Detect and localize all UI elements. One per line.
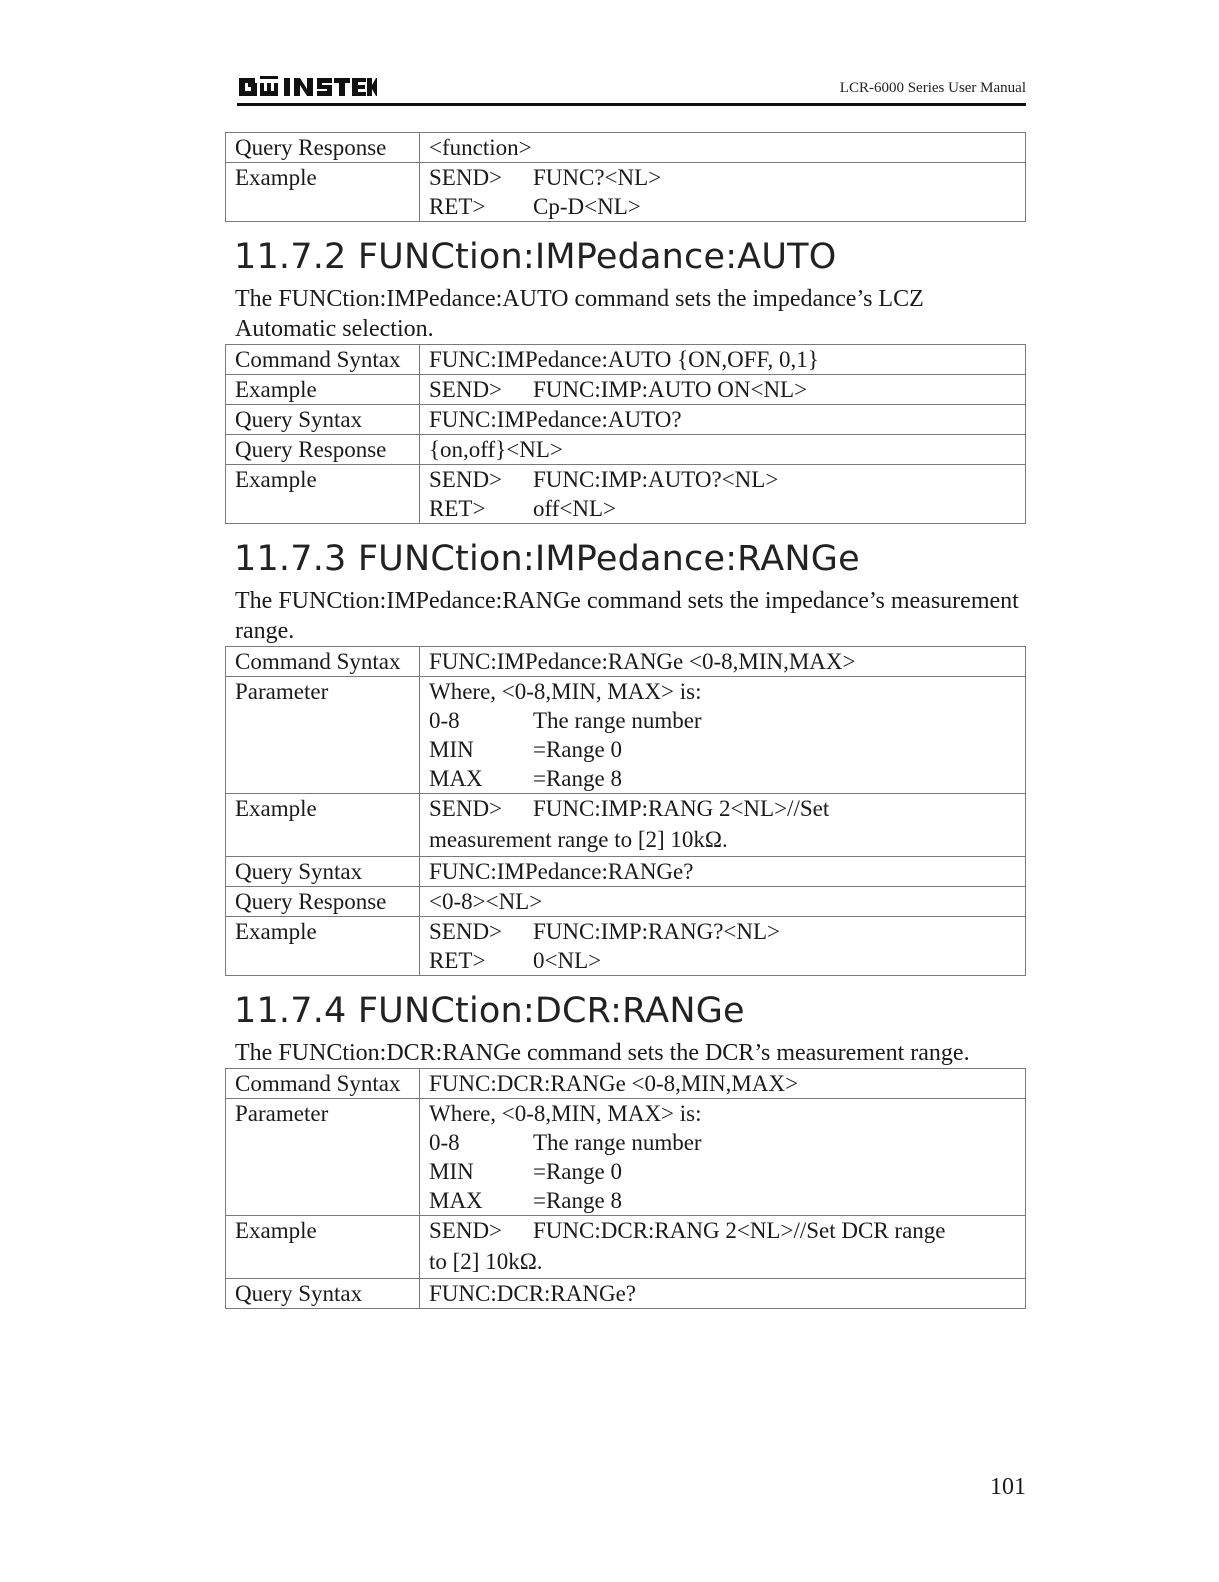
param-line: [429, 1157, 1025, 1186]
row-label: Query Syntax: [226, 1279, 420, 1309]
table-row: [226, 1216, 1026, 1279]
row-value: [420, 163, 1026, 222]
row-value: [420, 677, 1026, 794]
param-key: MIN: [429, 1159, 474, 1184]
value-line: [429, 465, 1025, 494]
row-label: Command Syntax: [226, 345, 420, 375]
value-line: [429, 494, 1025, 523]
row-label: Parameter: [226, 677, 420, 794]
param-intro: Where, <0-8,MIN, MAX> is:: [429, 679, 702, 704]
table-row: [226, 405, 1026, 435]
table-row: [226, 917, 1026, 976]
param-line: [429, 706, 1025, 735]
param-line: [429, 1186, 1025, 1215]
value-line: [429, 163, 1025, 192]
send-keyword: SEND>: [429, 1218, 503, 1243]
page-header: [237, 74, 1026, 102]
table-row: [226, 1069, 1026, 1099]
param-key: 0-8: [429, 708, 460, 733]
value-line: [429, 794, 1025, 823]
section-title-impedance-range: 11.7.3 FUNCtion:IMPedance:RANGe: [234, 539, 860, 579]
command-table-function-query: [225, 132, 1026, 222]
section-description: The FUNCtion:DCR:RANGe command sets the DCR’s measurement range.: [235, 1040, 970, 1066]
row-label: Example: [226, 794, 420, 857]
ret-value: off<NL>: [533, 496, 617, 521]
manual-title: LCR-6000 Series User Manual: [839, 80, 1026, 96]
row-value: FUNC:IMPedance:RANGe <0-8,MIN,MAX>: [420, 647, 1026, 677]
command-table-impedance-auto: [225, 344, 1026, 524]
send-value: FUNC:IMP:AUTO?<NL>: [533, 467, 779, 492]
value-line: <function>: [429, 135, 532, 160]
section-description: The FUNCtion:IMPedance:AUTO command sets the impedance’s LCZ Automatic selection.: [235, 286, 924, 342]
ret-value: 0<NL>: [533, 948, 602, 973]
value-line: [429, 192, 1025, 221]
row-value: [420, 465, 1026, 524]
param-key: MIN: [429, 737, 474, 762]
row-label: Example: [226, 1216, 420, 1279]
row-value: FUNC:IMPedance:RANGe?: [420, 857, 1026, 887]
table-row: [226, 435, 1026, 465]
section-title-impedance-auto: 11.7.2 FUNCtion:IMPedance:AUTO: [234, 237, 837, 277]
table-row: [226, 465, 1026, 524]
row-label: Example: [226, 163, 420, 222]
page-content: [225, 132, 1026, 1309]
row-label: Command Syntax: [226, 647, 420, 677]
row-label: Example: [226, 375, 420, 405]
ret-keyword: RET>: [429, 194, 486, 219]
table-row: [226, 887, 1026, 917]
row-value: [420, 1216, 1026, 1279]
row-label: Query Syntax: [226, 405, 420, 435]
row-value: [420, 375, 1026, 405]
table-row: [226, 163, 1026, 222]
row-label: Query Response: [226, 435, 420, 465]
send-keyword: SEND>: [429, 165, 503, 190]
row-value: FUNC:IMPedance:AUTO {ON,OFF, 0,1}: [420, 345, 1026, 375]
header-rule: [237, 103, 1026, 106]
param-line: [429, 1128, 1025, 1157]
row-value: [420, 794, 1026, 857]
value-line: [429, 946, 1025, 975]
param-desc: =Range 0: [533, 737, 622, 762]
param-intro: Where, <0-8,MIN, MAX> is:: [429, 1101, 702, 1126]
table-row: [226, 1099, 1026, 1216]
row-label: Query Response: [226, 133, 420, 163]
param-line: [429, 764, 1025, 793]
send-value: FUNC:IMP:RANG 2<NL>//Set: [533, 796, 830, 821]
send-keyword: SEND>: [429, 377, 503, 402]
send-keyword: SEND>: [429, 796, 503, 821]
value-line: [429, 375, 1025, 404]
table-row: [226, 857, 1026, 887]
param-key: 0-8: [429, 1130, 460, 1155]
send-value: FUNC:DCR:RANG 2<NL>//Set DCR range: [533, 1218, 946, 1243]
table-row: [226, 1279, 1026, 1309]
param-desc: =Range 8: [533, 1188, 622, 1213]
row-label: Command Syntax: [226, 1069, 420, 1099]
ret-keyword: RET>: [429, 496, 486, 521]
row-value: <0-8><NL>: [420, 887, 1026, 917]
param-desc: The range number: [533, 1130, 702, 1155]
page-number: 101: [990, 1474, 1026, 1500]
table-row: [226, 133, 1026, 163]
section-description: The FUNCtion:IMPedance:RANGe command sets the impedance’s measurement range.: [235, 588, 1019, 644]
send-value: FUNC:IMP:AUTO ON<NL>: [533, 377, 808, 402]
param-key: MAX: [429, 1188, 483, 1213]
send-value: FUNC?<NL>: [533, 165, 662, 190]
value-line: [429, 917, 1025, 946]
param-desc: The range number: [533, 708, 702, 733]
param-desc: =Range 0: [533, 1159, 622, 1184]
send-keyword: SEND>: [429, 919, 503, 944]
command-table-impedance-range: [225, 646, 1026, 976]
row-label: Parameter: [226, 1099, 420, 1216]
table-row: [226, 647, 1026, 677]
row-label: Query Response: [226, 887, 420, 917]
section-title-dcr-range: 11.7.4 FUNCtion:DCR:RANGe: [234, 991, 745, 1031]
param-desc: =Range 8: [533, 766, 622, 791]
value-continuation: to [2] 10kΩ.: [429, 1249, 543, 1274]
row-value: {on,off}<NL>: [420, 435, 1026, 465]
row-label: Example: [226, 917, 420, 976]
row-value: [420, 1099, 1026, 1216]
row-value: FUNC:DCR:RANGe?: [420, 1279, 1026, 1309]
row-value: FUNC:DCR:RANGe <0-8,MIN,MAX>: [420, 1069, 1026, 1099]
table-row: [226, 677, 1026, 794]
send-keyword: SEND>: [429, 467, 503, 492]
ret-keyword: RET>: [429, 948, 486, 973]
param-line: [429, 735, 1025, 764]
table-row: [226, 345, 1026, 375]
value-continuation: measurement range to [2] 10kΩ.: [429, 827, 728, 852]
table-row: [226, 375, 1026, 405]
command-table-dcr-range: [225, 1068, 1026, 1309]
gw-instek-logo: [237, 74, 377, 100]
row-value: [420, 133, 1026, 163]
send-value: FUNC:IMP:RANG?<NL>: [533, 919, 781, 944]
row-value: FUNC:IMPedance:AUTO?: [420, 405, 1026, 435]
param-key: MAX: [429, 766, 483, 791]
value-line: [429, 1216, 1025, 1245]
row-value: [420, 917, 1026, 976]
table-row: [226, 794, 1026, 857]
ret-value: Cp-D<NL>: [533, 194, 641, 219]
row-label: Query Syntax: [226, 857, 420, 887]
row-label: Example: [226, 465, 420, 524]
